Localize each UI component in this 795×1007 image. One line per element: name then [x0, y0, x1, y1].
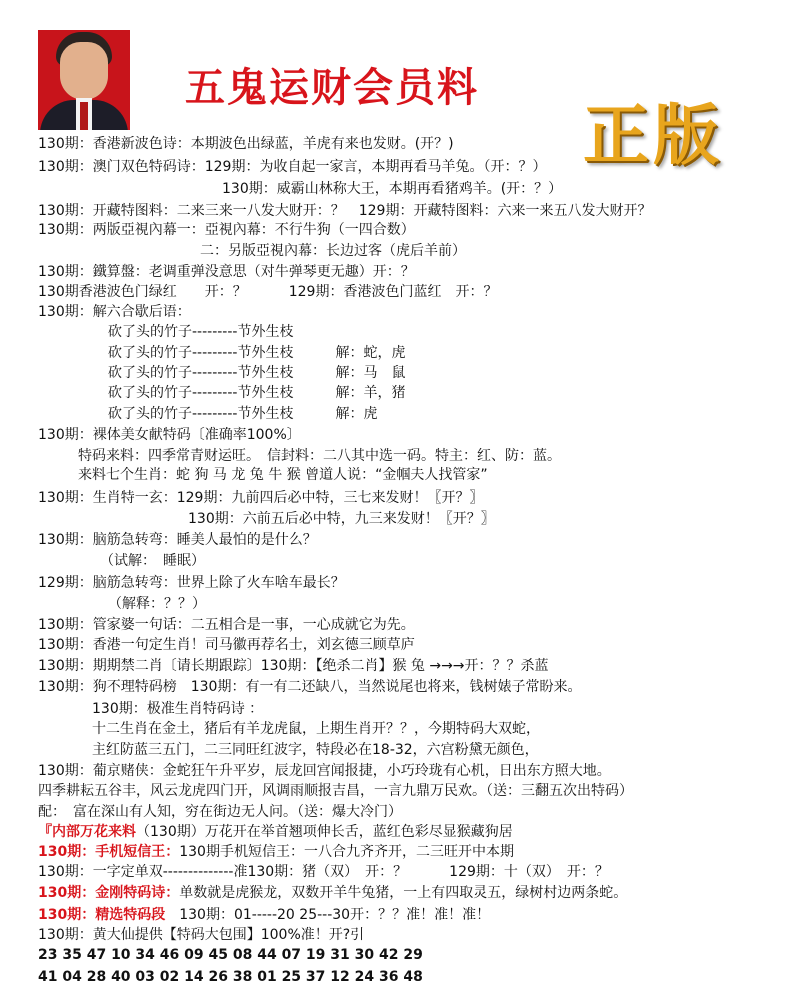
text-line: 130期：六前五后必中特，九三来发财！〖开？〗: [188, 511, 495, 527]
text-line: 130期：脑筋急转弯：睡美人最怕的是什么？: [38, 532, 317, 548]
text-line: 二：另版亞視內幕：长边过客（虎后羊前）: [200, 243, 466, 259]
text-line: 130期：管家婆一句话：二五相合是一事，一心成就它为先。: [38, 617, 415, 633]
number-row: 41 04 28 40 03 02 14 26 38 01 25 37 12 24 36 48: [38, 969, 423, 985]
text-line: 来料七个生肖：蛇 狗 马 龙 兔 牛 猴 曾道人说：“金帼夫人找管家”: [78, 467, 488, 483]
text-line: 130期：一字定单双--------------准130期：猪（双） 开：？ 129期：十（双） 开：？: [38, 864, 609, 880]
text-line: 130期：金刚特码诗：单数就是虎猴龙，双数开羊牛兔猪，一上有四取灵五，绿树村边两条蛇。: [38, 885, 628, 901]
text-line: 130期：澳门双色特码诗：129期：为收自起一家言，本期再看马羊兔。（开：？）: [38, 159, 547, 175]
text-line: 主红防蓝三五门，二三同旺红波字，特段必在18-32，六宫粉黛无颜色，: [92, 742, 539, 758]
text-line: （解释：？？）: [108, 596, 206, 612]
text-line: 130期：手机短信王：130期手机短信王：一八合九齐齐开，二三旺开中本期: [38, 844, 514, 860]
text-line: 130期：黄大仙提供【特码大包围】100%准！开?引: [38, 927, 365, 943]
text-line: 130期：极准生肖特码诗 ：: [92, 701, 264, 717]
page-title: 五鬼运财会员料: [185, 64, 479, 111]
text-line: 130期：裸体美女献特码〔准确率100%〕: [38, 427, 301, 443]
text-line: 130期：两版亞視內幕一：亞視內幕：不行牛狗（一四合数）: [38, 222, 415, 238]
text-line: 130期：狗不理特码榜 130期：有一有二还缺八，当然说尾也将来，钱树婊子常盼来。: [38, 679, 582, 695]
text-line: 130期：葡京赌侠：金蛇狂午升平岁，辰龙回宫闻报捷，小巧玲珑有心机，日出东方照大地。: [38, 763, 611, 779]
text-line: 130期：香港新波色诗：本期波色出绿蓝，羊虎有来也发财。(开？): [38, 136, 454, 152]
number-row: 23 35 47 10 34 46 09 45 08 44 07 19 31 30 42 29: [38, 947, 423, 963]
text-line: 130期：精选特码段 130期：01-----20 25---30开：？？准！准！准！: [38, 907, 491, 923]
text-line: 130期：解六合歇后语：: [38, 304, 191, 320]
text-line: 特码来料：四季常青财运旺。 信封料：二八其中选一码。特主：红、防：蓝。: [78, 448, 561, 464]
text-line: 四季耕耘五谷丰，风云龙虎四门开，风调雨顺报吉昌，一言九鼎万民欢。（送：三翻五次出特码）: [38, 783, 633, 799]
text-line: 130期：香港一句定生肖！司马徽再荐名士，刘玄德三顾草庐: [38, 637, 415, 653]
text-line: 十二生肖在金土，猪后有羊龙虎鼠，上期生肖开？？，今期特码大双蛇，: [92, 721, 540, 737]
text-line: 130期：开藏特图料：二来三来一八发大财开：？ 129期：开藏特图料：六来一来五八发大财开？: [38, 203, 652, 219]
text-line: 130期香港波色门绿红 开：？ 129期：香港波色门蓝红 开：？: [38, 284, 498, 300]
text-line: 130期：鐵算盤：老调重弹没意思（对牛弹琴更无趣）开：？: [38, 264, 415, 280]
text-line: 砍了头的竹子---------节外生枝 解：羊，猪: [108, 385, 406, 401]
text-line: 配： 富在深山有人知，穷在街边无人问。（送：爆大冷门）: [38, 804, 402, 820]
text-line: 130期：期期禁二肖〔请长期跟踪〕130期：【绝杀二肖】猴 兔 →→→开：？？杀蓝: [38, 658, 549, 674]
text-line: （试解： 睡眠）: [100, 553, 205, 569]
text-line: 130期：生肖特一玄：129期：九前四后必中特，三七来发财！〖开？〗: [38, 490, 484, 506]
text-line: 砍了头的竹子---------节外生枝: [108, 324, 294, 340]
text-line: 130期：威霸山林称大王，本期再看猪鸡羊。(开：？）: [222, 181, 563, 197]
text-line: 砍了头的竹子---------节外生枝 解：马 鼠: [108, 365, 406, 381]
text-line: 砍了头的竹子---------节外生枝 解：虎: [108, 406, 378, 422]
genuine-stamp: 正版: [583, 97, 723, 174]
text-line: 『内部万花来料（130期）万花开在举首翘项伸长舌，蓝红色彩尽显猴藏狗居: [38, 824, 513, 840]
text-line: 砍了头的竹子---------节外生枝 解：蛇，虎: [108, 345, 406, 361]
text-line: 129期：脑筋急转弯：世界上除了火车啥车最长？: [38, 575, 345, 591]
